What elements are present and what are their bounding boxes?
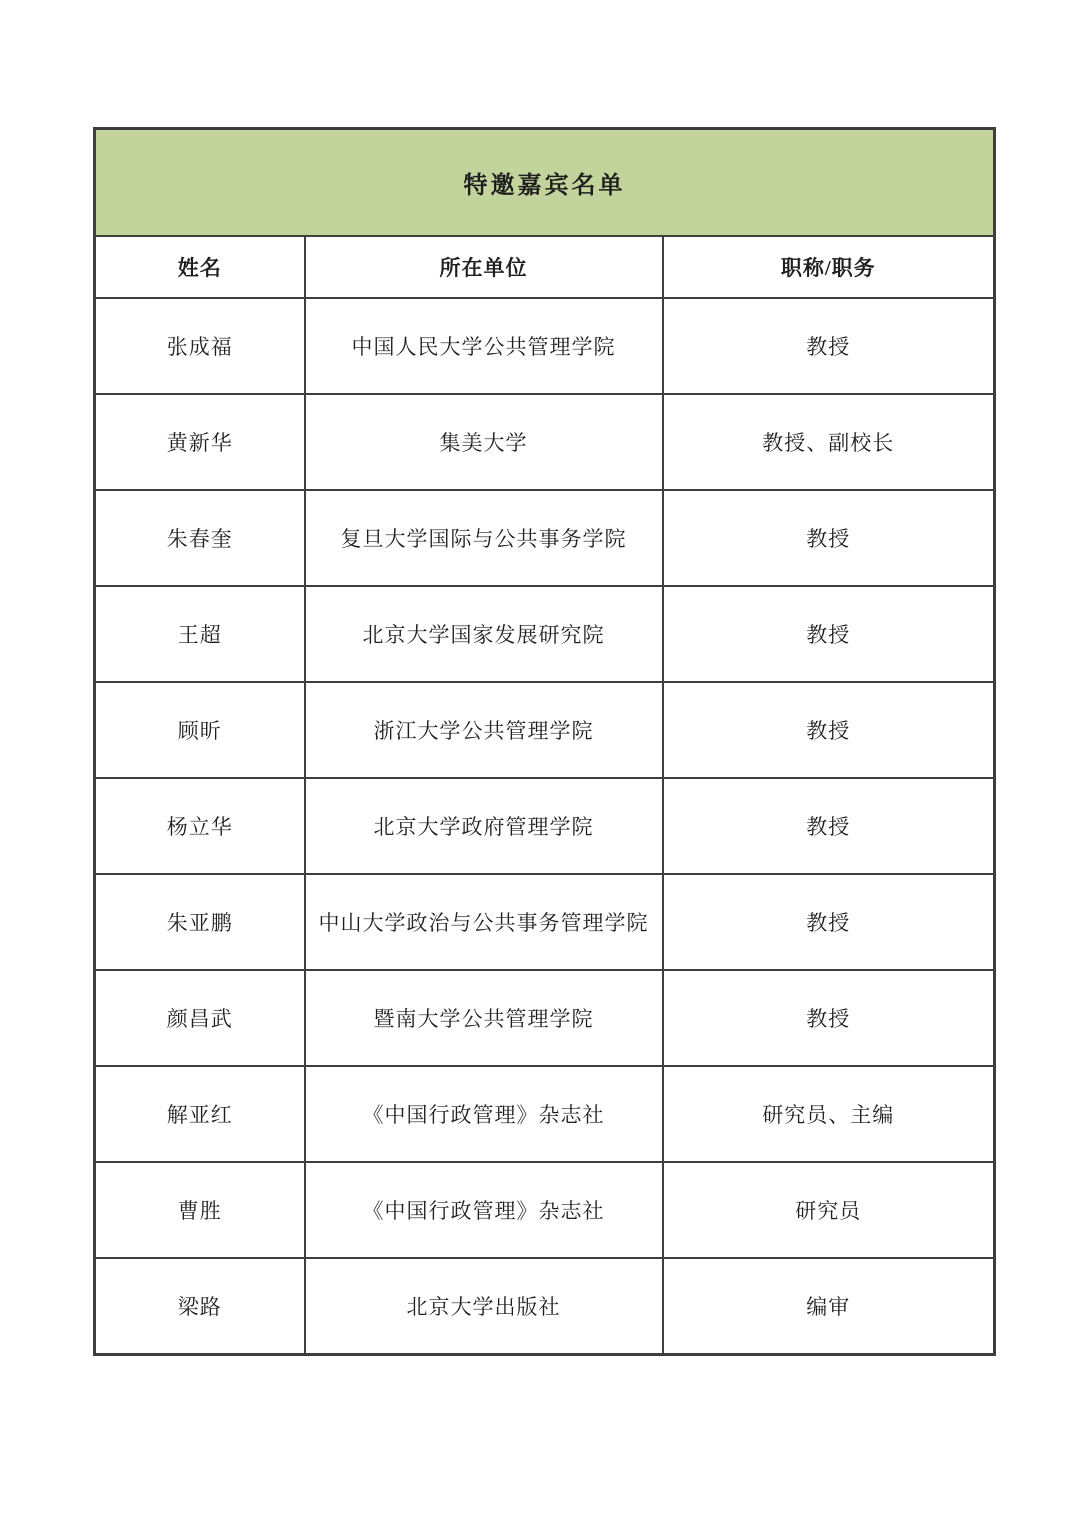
table-row: [95, 682, 995, 778]
guest-affiliation-cell: 浙江大学公共管理学院: [305, 682, 663, 778]
guest-affiliation-cell: 中国人民大学公共管理学院: [305, 298, 663, 394]
table-title: 特邀嘉宾名单: [95, 129, 995, 237]
guest-title-cell: 教授: [663, 778, 995, 874]
guest-affiliation-cell: 中山大学政治与公共事务管理学院: [305, 874, 663, 970]
table-row: [95, 298, 995, 394]
guest-title-cell: 研究员、主编: [663, 1066, 995, 1162]
table-title-row: [95, 129, 995, 237]
guest-affiliation-cell: 北京大学政府管理学院: [305, 778, 663, 874]
table-row: [95, 1066, 995, 1162]
guest-title-cell: 研究员: [663, 1162, 995, 1258]
guest-title-cell: 编审: [663, 1258, 995, 1355]
guest-title-cell: 教授: [663, 586, 995, 682]
guest-name-cell: 朱亚鹏: [95, 874, 305, 970]
guest-name-cell: 杨立华: [95, 778, 305, 874]
column-header-affiliation: 所在单位: [305, 236, 663, 298]
guest-affiliation-cell: 北京大学国家发展研究院: [305, 586, 663, 682]
table-row: [95, 1162, 995, 1258]
table-row: [95, 970, 995, 1066]
guest-affiliation-cell: 《中国行政管理》杂志社: [305, 1066, 663, 1162]
table-row: [95, 1258, 995, 1355]
guest-name-cell: 黄新华: [95, 394, 305, 490]
table-row: [95, 586, 995, 682]
table-header-row: [95, 236, 995, 298]
table-body: [95, 298, 995, 1355]
guest-name-cell: 颜昌武: [95, 970, 305, 1066]
guest-name-cell: 梁路: [95, 1258, 305, 1355]
guest-title-cell: 教授: [663, 298, 995, 394]
table-row: [95, 874, 995, 970]
invited-guests-table: [93, 127, 996, 1356]
guest-name-cell: 朱春奎: [95, 490, 305, 586]
guest-title-cell: 教授: [663, 682, 995, 778]
column-header-name: 姓名: [95, 236, 305, 298]
guest-name-cell: 曹胜: [95, 1162, 305, 1258]
guest-name-cell: 顾昕: [95, 682, 305, 778]
guest-title-cell: 教授、副校长: [663, 394, 995, 490]
guest-title-cell: 教授: [663, 970, 995, 1066]
table-row: [95, 778, 995, 874]
guest-title-cell: 教授: [663, 874, 995, 970]
guest-title-cell: 教授: [663, 490, 995, 586]
guest-affiliation-cell: 《中国行政管理》杂志社: [305, 1162, 663, 1258]
guest-affiliation-cell: 暨南大学公共管理学院: [305, 970, 663, 1066]
guest-name-cell: 解亚红: [95, 1066, 305, 1162]
table-row: [95, 394, 995, 490]
guest-affiliation-cell: 集美大学: [305, 394, 663, 490]
guest-affiliation-cell: 北京大学出版社: [305, 1258, 663, 1355]
guest-affiliation-cell: 复旦大学国际与公共事务学院: [305, 490, 663, 586]
column-header-title: 职称/职务: [663, 236, 995, 298]
guest-name-cell: 张成福: [95, 298, 305, 394]
table-row: [95, 490, 995, 586]
guest-name-cell: 王超: [95, 586, 305, 682]
